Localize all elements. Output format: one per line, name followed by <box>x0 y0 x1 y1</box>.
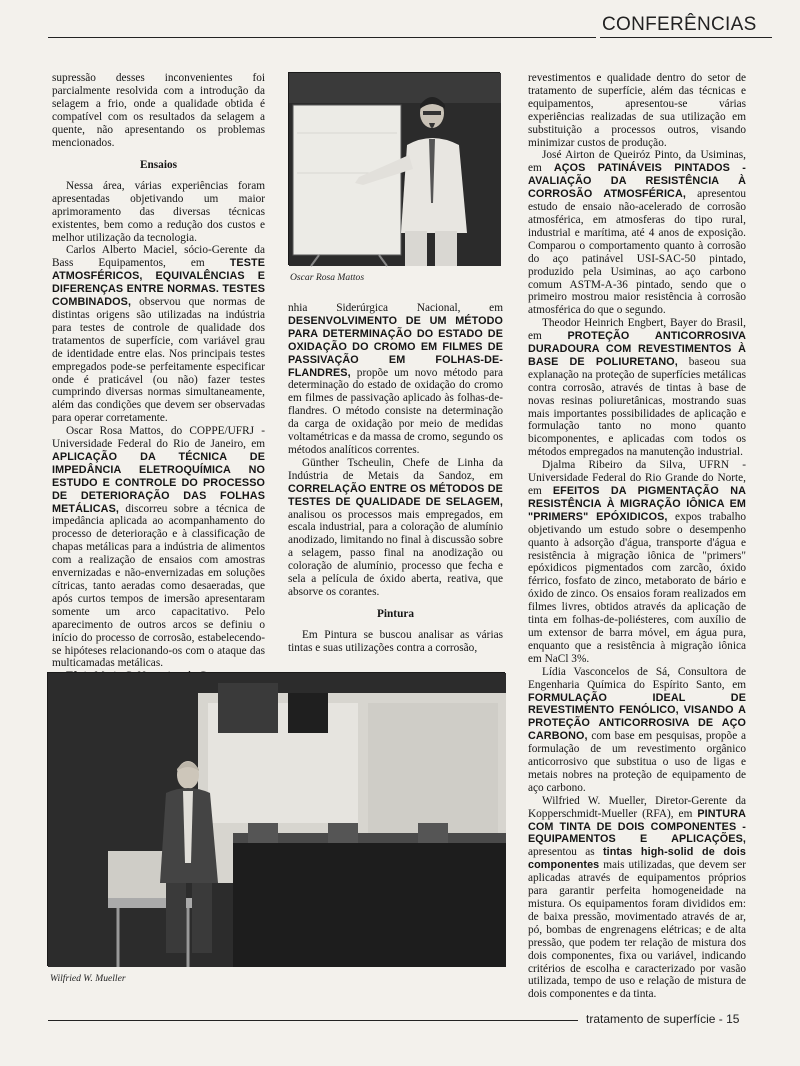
footer-rule <box>48 1020 578 1021</box>
paragraph: Theodor Heinrich Engbert, Bayer do Brasil, em PROTEÇÃO ANTICORROSIVA DURADOURA COM REVESTIMENTOS À BASE DE POLIURETANO, baseou sua explanação na proteção de superfícies metálicas contra corrosão, através de tintas à base de novas resinas poliuretânicas, mostrando suas mais importantes possibilidades de aplicação e formulação tanto no mono quanto bicomponentes, e aplicadas com todos os métodos empregados na manutenção industrial. <box>528 317 746 459</box>
paragraph: Carlos Alberto Maciel, sócio-Gerente da Bass Equipamentos, em TESTE ATMOSFÉRICOS, EQUIVALÊNCIAS E DIFERENÇAS ENTRE NORMAS. TESTES COMBINADOS, observou que normas de distintas origens são utilizadas na indústria para testes de controle de qualidade dos tratamentos de superfície, com variável grau de identidade entre elas. Nos principais testes empregados pode-se perfeitamente especificar onde é praticável (ou não) fazer testes cumprindo diversas normas simultaneamente, além das condições que devem ser observadas para operar corretamente. <box>52 244 265 425</box>
talk-title: DESENVOLVIMENTO DE UM MÉTODO PARA DETERMINAÇÃO DO ESTADO DE OXIDAÇÃO DO CROMO EM FILMES DE PASSIVAÇÃO EM FOLHAS-DE-FLANDRES, <box>288 314 503 379</box>
paragraph: Wilfried W. Mueller, Diretor-Gerente da Kopperschmidt-Mueller (RFA), em PINTURA COM TINTA DE DOIS COMPONENTES - EQUIPAMENTOS E APLICAÇÕES, apresentou as tintas high-solid de dois componentes mais utilizadas, que devem ser aplicadas através de equipamentos próprios para garantir perfeita homogeneidade na mistura. Os equipamentos foram divididos em: de baixa pressão, movimentado através de ar, pó, bombas de engrenagens elétricas; e de alta pressão, que podem ter relação de mistura dos dois componentes, fixa ou variável, indicando critérios de escolha e caracterizado por vasão utilizada, tempo de uso e relação de mistura de dois componentes e da tinta. <box>528 794 746 1001</box>
talk-title: TESTE ATMOSFÉRICOS, EQUIVALÊNCIAS E DIFERENÇAS ENTRE NORMAS. TESTES COMBINADOS, <box>52 257 265 309</box>
talk-title: PROTEÇÃO ANTICORROSIVA DURADOURA COM REVESTIMENTOS À BASE DE POLIURETANO, <box>528 330 746 368</box>
caption-oscar: Oscar Rosa Mattos <box>290 272 365 283</box>
header-rule-under-title <box>600 37 772 38</box>
paragraph: Oscar Rosa Mattos, do COPPE/UFRJ - Universidade Federal do Rio de Janeiro, em APLICAÇÃO DA TÉCNICA DE IMPEDÂNCIA ELETROQUÍMICA NO ESTUDO E CONTROLE DO PROCESSO DE DETERIORAÇÃO DAS FOLHAS METÁLICAS, discorreu sobre a técnica de impedância aplicada ao acompanhamento do processo de deterioração e à classificação de chapas metálicas para a indústria de alimentos com a realização de ensaios com amostras envernizadas e não-envernizadas em soluções cítricas, tanto aeradas como desaeradas, que após curtos tempos de imersão apresentaram somente um arco capacitativo. Pelo aparecimento de outros arcos se definiu o início do processo de corrosão, estabelecendo-se hipóteses relacionando-os com o ataque das multicamadas metálicas. <box>52 425 265 670</box>
header-rule <box>48 37 596 38</box>
heading-ensaios: Ensaios <box>139 159 178 171</box>
caption-wilfried: Wilfried W. Mueller <box>50 973 126 984</box>
talk-title: FORMULAÇÃO IDEAL DE REVESTIMENTO FENÓLICO, VISANDO A PROTEÇÃO ANTICORROSIVA DE AÇO CARBONO, <box>528 691 746 743</box>
talk-title: CORRELAÇÃO ENTRE OS MÉTODOS DE TESTES DE QUALIDADE DE SELAGEM, <box>288 482 503 508</box>
footer-page-label: tratamento de superfície - 15 <box>586 1012 740 1026</box>
paragraph: José Airton de Queiróz Pinto, da Usiminas, em AÇOS PATINÁVEIS PINTADOS - AVALIAÇÃO DA RESISTÊNCIA À CORROSÃO ATMOSFÉRICA, apresentou estudo de ensaio não-acelerado de corrosão atmosférica, em atmosferas do tipo rural, industrial e marítima, até 4 anos de exposição. Comparou o comportamento quanto à corrosão do aço patinável USI-SAC-50 pintado, produzido pela Usiminas, ao aço carbono comum ASTM-A-36 pintado, sendo que o primeiro mostrou maior resistência à corrosão atmosférica do que o segundo. <box>528 149 746 317</box>
column-2 <box>288 302 503 652</box>
paragraph: Günther Tscheulin, Chefe de Linha da Indústria de Metais da Sandoz, em CORRELAÇÃO ENTRE OS MÉTODOS DE TESTES DE QUALIDADE DE SELAGEM, analisou os processos mais empregados, em escala industrial, para a coloração de alumínio anodizado, limitando no final à discussão sobre a selagem, passo final na anodização ou coloração de alumínio, processo que fecha e sela a película de óxido aberta, reativa, que absorve os corantes. <box>288 456 503 598</box>
section-title: CONFERÊNCIAS <box>602 14 757 35</box>
column-3 <box>528 72 746 1001</box>
paragraph: Nessa área, várias experiências foram apresentadas objetivando um maior aprimoramento das diversas técnicas existentes, bem como a redução dos custos e melhor utilização da tecnologia. <box>52 179 265 244</box>
talk-title: APLICAÇÃO DA TÉCNICA DE IMPEDÂNCIA ELETROQUÍMICA NO ESTUDO E CONTROLE DO PROCESSO DE DETERIORAÇÃO DAS FOLHAS METÁLICAS, <box>52 450 265 515</box>
lecture-room-photo-image <box>48 673 506 967</box>
talk-title: AÇOS PATINÁVEIS PINTADOS - AVALIAÇÃO DA RESISTÊNCIA À CORROSÃO ATMOSFÉRICA, <box>528 162 746 201</box>
emphasis: tintas high-solid de dois componentes <box>528 846 746 872</box>
talk-title: EFEITOS DA PIGMENTAÇÃO NA RESISTÊNCIA À MIGRAÇÃO IÔNICA EM "PRIMERS" EPÓXIDICOS, <box>528 485 746 523</box>
paragraph-intro: supressão desses inconvenientes foi parcialmente resolvida com a introdução da selagem a frio, onde a qualidade obtida é compatível com os resultados da selagem a quente, não apresentando os problemas mencionados. <box>52 72 265 149</box>
paragraph: Em Pintura se buscou analisar as várias tintas e suas utilizações contra a corrosão, <box>288 628 503 654</box>
paragraph: revestimentos e qualidade dentro do setor de tratamento de superfície, além das técnicas e equipamentos, apresentou-se várias experiências realizadas de sua utilização em substituição a processos outros, visando minimizar custos de produção. <box>528 72 746 149</box>
speaker-photo-image <box>289 73 501 266</box>
paragraph: Lídia Vasconcelos de Sá, Consultora de Engenharia Química do Espírito Santo, em FORMULAÇÃO IDEAL DE REVESTIMENTO FENÓLICO, VISANDO A PROTEÇÃO ANTICORROSIVA DE AÇO CARBONO, com base em pesquisas, propõe a formulação de um revestimento orgânico anticorrosivo que substitua o uso de ligas e metais nobres na proteção de equipamento de aço carbono. <box>528 665 746 794</box>
paragraph: Djalma Ribeiro da Silva, UFRN - Universidade Federal do Rio Grande do Norte, em EFEITOS DA PIGMENTAÇÃO NA RESISTÊNCIA À MIGRAÇÃO IÔNICA EM "PRIMERS" EPÓXIDICOS, expos trabalho objetivando um estudo sobre o desempenho quanto à adsorção d'água, transporte d'água e resistência à migração iônica de "primers" epóxidicos pigmentados com zarcão, óxido férrico, fosfato de zinco, metaborato de bário e óxido de zinco. Os ensaios foram realizados em filmes livres, obtidos através da aplicação de tinta em folhas-de-poliésteres, com auxílio de um extensor de barra móvel, em água pura, enquanto que a resistência à migração iônica em NaCl 3%. <box>528 459 746 665</box>
column-1 <box>52 150 265 670</box>
talk-title: PINTURA COM TINTA DE DOIS COMPONENTES - EQUIPAMENTOS E APLICAÇÕES, <box>528 807 746 846</box>
photo-speaker-oscar <box>288 72 500 265</box>
photo-speaker-wilfried <box>47 672 505 966</box>
paragraph: nhia Siderúrgica Nacional, em DESENVOLVIMENTO DE UM MÉTODO PARA DETERMINAÇÃO DO ESTADO DE OXIDAÇÃO DO CROMO EM FILMES DE PASSIVAÇÃO EM FOLHAS-DE-FLANDRES, propõe um novo método para determinação do estado de oxidação do cromo em filmes de passivação aplicado às folhas-de-flandres. O método consiste na determinação da carga de oxidação por meio de medidas voltamétricas e da massa de cromo, segundo os métodos analíticos correntes. <box>288 302 503 456</box>
column-1-intro <box>52 72 265 150</box>
heading-pintura: Pintura <box>376 607 415 620</box>
